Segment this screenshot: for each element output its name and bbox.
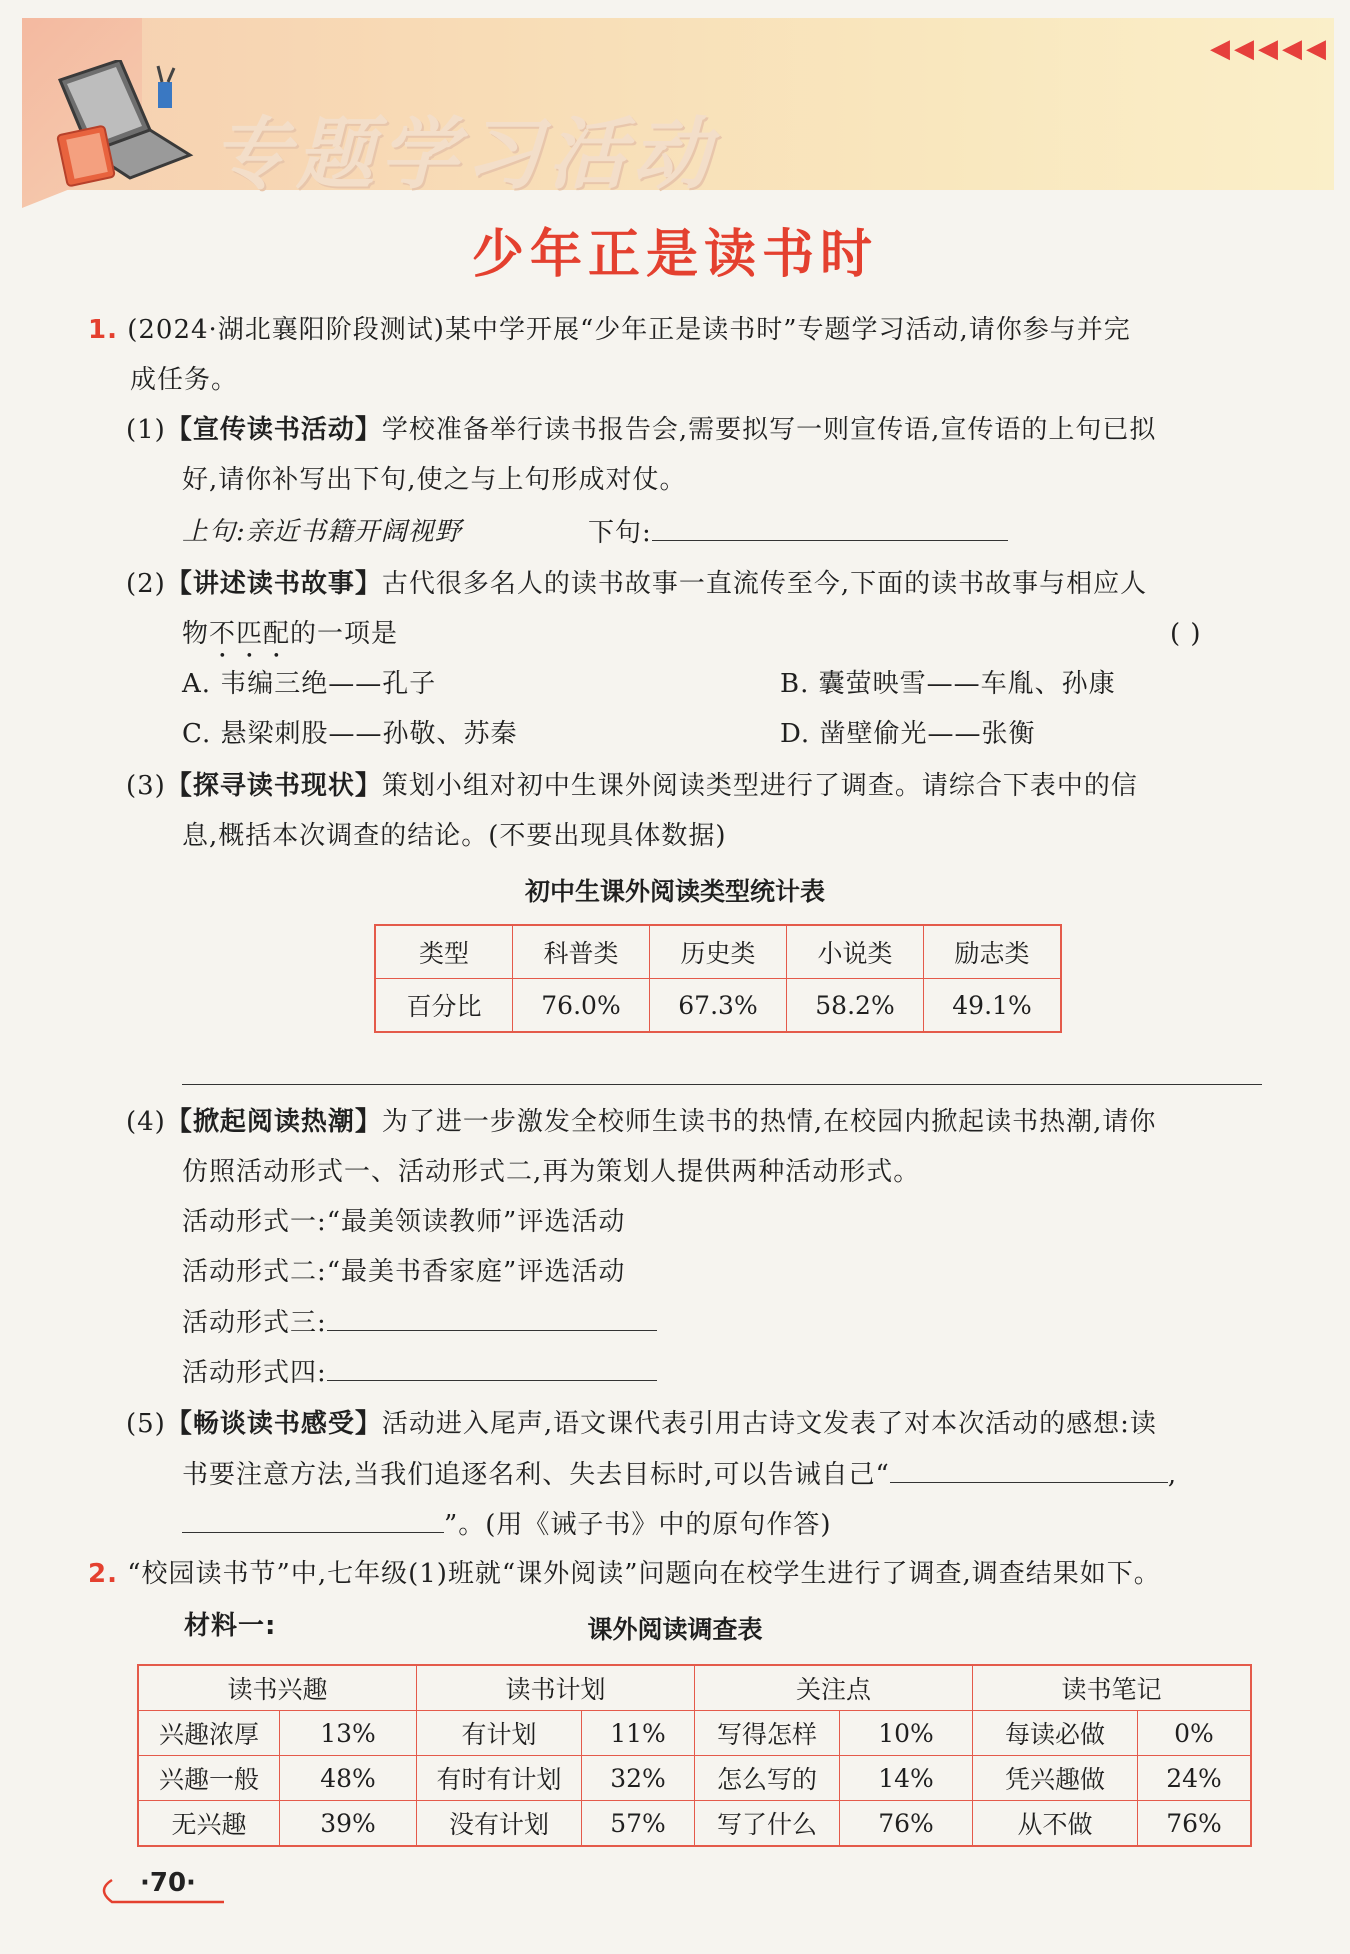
p5-text3: ”。(用《诫子书》中的原句作答) — [444, 1510, 832, 1540]
answer-paren[interactable]: ( ) — [1170, 619, 1202, 649]
q1-p4-line1 — [126, 1104, 1156, 1140]
p2-text1: 古代很多名人的读书故事一直流传至今,下面的读书故事与相应人 — [381, 569, 1148, 599]
p2-tag: 【讲述读书故事】 — [165, 569, 382, 599]
option-a[interactable]: A. 韦编三绝——孔子 — [182, 669, 437, 699]
p5-comma: , — [1167, 1460, 1178, 1490]
p1-text1: 学校准备举行读书报告会,需要拟写一则宣传语,宣传语的上句已拟 — [381, 415, 1157, 445]
q1-p1-line1 — [126, 412, 1156, 448]
p1-num: (1) — [126, 415, 166, 445]
table-cell: 有时有计划 — [417, 1756, 582, 1801]
table-cell: 76.0% — [513, 979, 650, 1033]
p2-text2b: 的一项是 — [290, 619, 399, 649]
conclusion-answer-line[interactable] — [182, 1084, 1262, 1085]
table-row — [138, 1665, 1251, 1711]
table-cell: 科普类 — [513, 925, 650, 979]
p3-text1: 策划小组对初中生课外阅读类型进行了调查。请综合下表中的信 — [381, 771, 1138, 801]
table-cell: 0% — [1138, 1711, 1252, 1756]
table-cell: 历史类 — [650, 925, 787, 979]
table2-title: 课外阅读调查表 — [587, 1615, 763, 1644]
form3-blank[interactable] — [327, 1304, 657, 1331]
table-cell: 每读必做 — [973, 1711, 1138, 1756]
table-cell: 10% — [840, 1711, 973, 1756]
table-cell: 兴趣一般 — [138, 1756, 280, 1801]
table-cell: 13% — [280, 1711, 417, 1756]
p2-emphasis: 不匹配 — [209, 619, 291, 649]
subject-title: 少年正是读书时 — [471, 225, 878, 285]
table-cell: 76% — [1138, 1801, 1252, 1847]
table-cell: 11% — [582, 1711, 695, 1756]
table-cell: 怎么写的 — [695, 1756, 840, 1801]
p2-text2a: 物 — [182, 619, 210, 649]
banner-title: 专题学习活动 — [212, 110, 717, 200]
q1-p5-line2 — [182, 1456, 1177, 1493]
q1-p5-line1 — [126, 1406, 1157, 1442]
table-row — [138, 1756, 1251, 1801]
group-header: 读书兴趣 — [138, 1665, 417, 1711]
lower-sentence — [588, 514, 1008, 551]
option-b[interactable]: B. 囊萤映雪——车胤、孙康 — [780, 669, 1116, 699]
activity-form-4 — [182, 1354, 657, 1391]
q1-intro-line2: 成任务。 — [130, 365, 239, 395]
table-row — [138, 1801, 1251, 1847]
q1-intro-line1 — [88, 312, 1131, 348]
table-cell: 无兴趣 — [138, 1801, 280, 1847]
p2-num: (2) — [126, 569, 166, 599]
activity-form-1: 活动形式一:“最美领读教师”评选活动 — [182, 1207, 626, 1237]
q2-intro — [88, 1556, 1161, 1592]
table-row — [375, 979, 1061, 1033]
laptop-icon — [50, 60, 200, 190]
table-cell: 39% — [280, 1801, 417, 1847]
p3-tag: 【探寻读书现状】 — [165, 771, 382, 801]
table-row — [375, 925, 1061, 979]
quote-blank-2[interactable] — [182, 1506, 444, 1533]
table-cell: 百分比 — [375, 979, 513, 1033]
q1-p3-line2: 息,概括本次调查的结论。(不要出现具体数据) — [182, 821, 727, 851]
p5-text2: 书要注意方法,当我们追逐名利、失去目标时,可以告诫自己“ — [182, 1460, 890, 1490]
table-cell: 类型 — [375, 925, 513, 979]
q1-p3-line1 — [126, 768, 1138, 804]
table-cell: 凭兴趣做 — [973, 1756, 1138, 1801]
group-header: 读书笔记 — [973, 1665, 1252, 1711]
form4-label: 活动形式四: — [182, 1358, 327, 1388]
q1-number: 1. — [88, 315, 118, 345]
reading-type-table — [374, 924, 1062, 1033]
table-cell: 从不做 — [973, 1801, 1138, 1847]
form4-blank[interactable] — [327, 1354, 657, 1381]
banner-arrows: ◀◀◀◀◀ — [1210, 34, 1330, 64]
table-cell: 写得怎样 — [695, 1711, 840, 1756]
activity-form-2: 活动形式二:“最美书香家庭”评选活动 — [182, 1257, 626, 1287]
option-d[interactable]: D. 凿壁偷光——张衡 — [780, 719, 1036, 749]
survey-table — [137, 1664, 1252, 1847]
q2-number: 2. — [88, 1559, 118, 1589]
option-c[interactable]: C. 悬梁刺股——孙敬、苏秦 — [182, 719, 518, 749]
table1-title: 初中生课外阅读类型统计表 — [524, 877, 825, 906]
lower-label: 下句: — [588, 518, 652, 548]
table-cell: 24% — [1138, 1756, 1252, 1801]
table-cell: 有计划 — [417, 1711, 582, 1756]
p4-tag: 【掀起阅读热潮】 — [165, 1107, 382, 1137]
quote-blank-1[interactable] — [890, 1456, 1168, 1483]
table-cell: 兴趣浓厚 — [138, 1711, 280, 1756]
table-cell: 14% — [840, 1756, 973, 1801]
group-header: 读书计划 — [417, 1665, 695, 1711]
p5-tag: 【畅谈读书感受】 — [165, 1409, 382, 1439]
table-cell: 58.2% — [787, 979, 924, 1033]
page-number: ·70· — [140, 1868, 196, 1898]
q2-intro-text: “校园读书节”中,七年级(1)班就“课外阅读”问题向在校学生进行了调查,调查结果如下。 — [127, 1559, 1161, 1589]
group-header: 关注点 — [695, 1665, 973, 1711]
q1-p1-line2: 好,请你补写出下句,使之与上句形成对仗。 — [182, 465, 687, 495]
q1-p4-line2: 仿照活动形式一、活动形式二,再为策划人提供两种活动形式。 — [182, 1157, 921, 1187]
lower-sentence-blank[interactable] — [652, 514, 1008, 541]
p4-text1: 为了进一步激发全校师生读书的热情,在校园内掀起读书热潮,请你 — [381, 1107, 1157, 1137]
p5-num: (5) — [126, 1409, 166, 1439]
table-cell: 写了什么 — [695, 1801, 840, 1847]
q1-p2-line2 — [182, 616, 398, 664]
table-cell: 32% — [582, 1756, 695, 1801]
upper-sentence: 上句:亲近书籍开阔视野 — [182, 517, 462, 547]
table-cell: 48% — [280, 1756, 417, 1801]
table-cell: 没有计划 — [417, 1801, 582, 1847]
table-cell: 励志类 — [924, 925, 1062, 979]
q1-intro-text: (2024·湖北襄阳阶段测试)某中学开展“少年正是读书时”专题学习活动,请你参与并完 — [127, 315, 1131, 345]
table-cell: 小说类 — [787, 925, 924, 979]
activity-form-3 — [182, 1304, 657, 1341]
form3-label: 活动形式三: — [182, 1308, 327, 1338]
table-row — [138, 1711, 1251, 1756]
table-cell: 57% — [582, 1801, 695, 1847]
p5-text1: 活动进入尾声,语文课代表引用古诗文发表了对本次活动的感想:读 — [381, 1409, 1157, 1439]
table-cell: 76% — [840, 1801, 973, 1847]
material-label: 材料一: — [184, 1611, 277, 1641]
p4-num: (4) — [126, 1107, 166, 1137]
q1-p5-line3 — [182, 1506, 832, 1543]
q1-p2-line1 — [126, 566, 1147, 602]
p1-tag: 【宣传读书活动】 — [165, 415, 382, 445]
p3-num: (3) — [126, 771, 166, 801]
table-cell: 49.1% — [924, 979, 1062, 1033]
table-cell: 67.3% — [650, 979, 787, 1033]
